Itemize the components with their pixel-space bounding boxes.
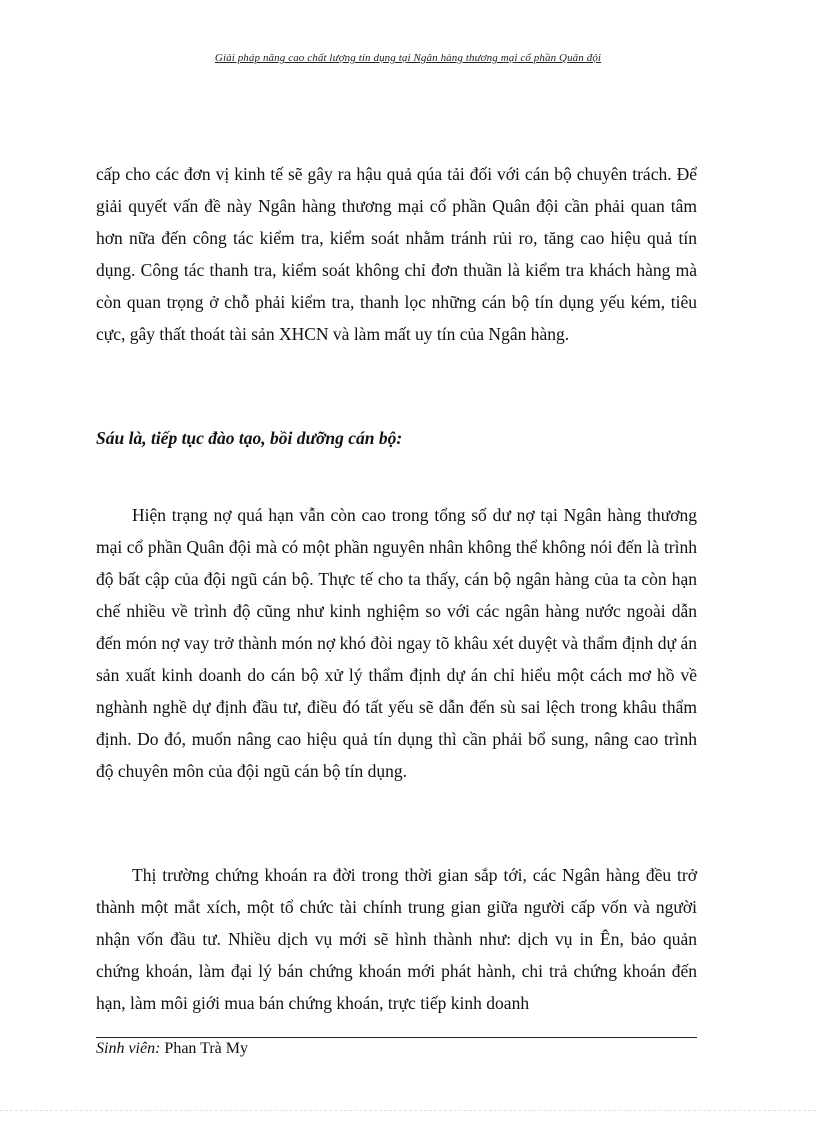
running-header: Giải pháp nâng cao chất lượng tín dụng tại Ngân hàng thương mại cổ phần Quân đội xyxy=(214,52,602,64)
footer-label: Sinh viên xyxy=(96,1040,156,1057)
body-paragraph-2: Hiện trạng nợ quá hạn vẫn còn cao trong tổng số dư nợ tại Ngân hàng thương mại cổ phần Quân đội mà có một phần nguyên nhân không thể không nói đến là trình độ bất cập của đội ngũ cán bộ. Thực tế cho ta thấy, cán bộ ngân hàng của ta còn hạn chế nhiều về trình độ cũng như kinh nghiệm so với các ngân hàng nước ngoài dẫn đến món nợ vay trở thành món nợ khó đòi ngay tõ khâu xét duyệt và thẩm định dự án sản xuất kinh doanh do cán bộ xử lý thẩm định dự án chỉ hiểu một cách mơ hồ về nghành nghề dự định đầu tư, điều đó tất yếu sẽ dẫn đến sù sai lệch trong khâu thẩm định. Do đó, muốn nâng cao hiệu quả tín dụng thì cần phải bổ sung, nâng cao trình độ chuyên môn của đội ngũ cán bộ tín dụng. xyxy=(96,505,697,781)
page-edge-divider xyxy=(0,1110,816,1111)
footer-divider xyxy=(96,1037,697,1038)
page-footer xyxy=(96,1040,248,1058)
student-name: Phan Trà My xyxy=(164,1040,248,1057)
body-paragraph-3: Thị trường chứng khoán ra đời trong thời gian sắp tới, các Ngân hàng đều trở thành một mắt xích, một tổ chức tài chính trung gian giữa người cấp vốn và người nhận vốn đầu tư. Nhiều dịch vụ mới sẽ hình thành như: dịch vụ in Ên, bảo quản chứng khoán, làm đại lý bán chứng khoán mới phát hành, chi trả chứng khoán đến hạn, làm môi giới mua bán chứng khoán, trực tiếp kinh doanh xyxy=(96,865,697,1013)
body-paragraph-1: cấp cho các đơn vị kinh tế sẽ gây ra hậu quả qúa tải đối với cán bộ chuyên trách. Để giải quyết vấn đề này Ngân hàng thương mại cổ phần Quân đội cần phải quan tâm hơn nữa đến công tác kiểm tra, kiểm soát nhằm tránh rủi ro, tăng cao hiệu quả tín dụng. Công tác thanh tra, kiểm soát không chỉ đơn thuần là kiểm tra khách hàng mà còn quan trọng ở chỗ phải kiểm tra, thanh lọc những cán bộ tín dụng yếu kém, tiêu cực, gây thất thoát tài sản XHCN và làm mất uy tín của Ngân hàng. xyxy=(96,164,697,344)
footer-separator: : xyxy=(155,1040,165,1057)
section-heading: Sáu là, tiếp tục đào tạo, bồi dưỡng cán bộ: xyxy=(96,428,403,448)
